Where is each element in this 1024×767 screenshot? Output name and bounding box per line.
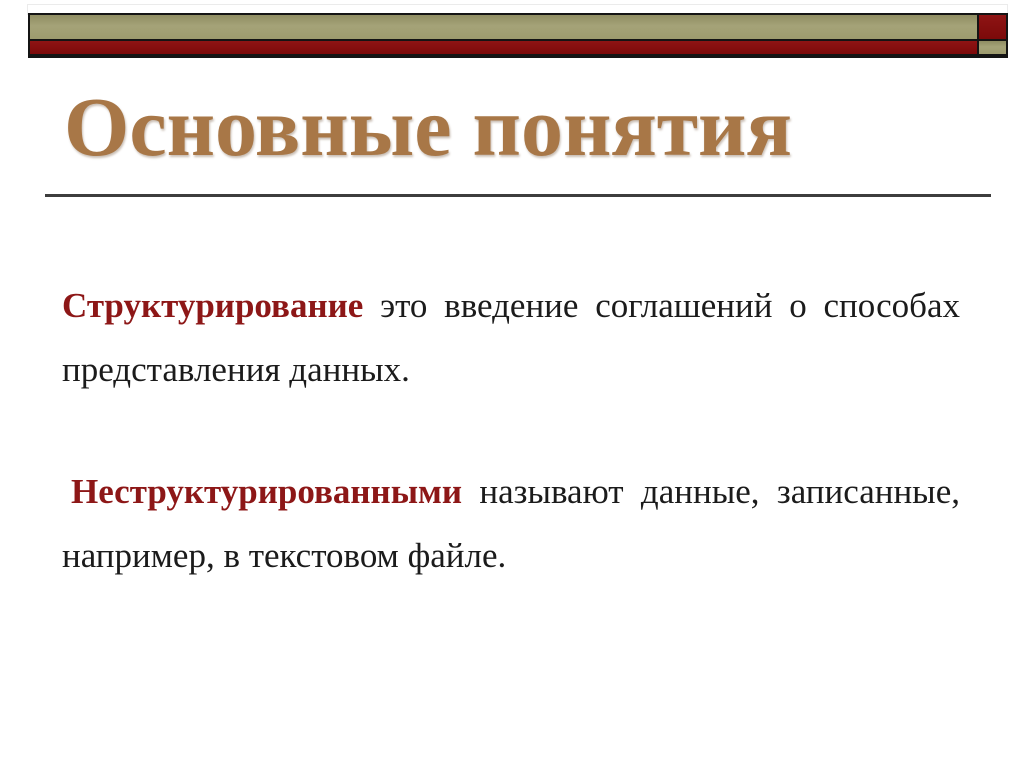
paragraph-structuring <box>62 274 960 402</box>
paragraph-unstructured-line2: например, в текстовом файле. <box>62 536 507 575</box>
banner-khaki-corner-square <box>979 41 1006 54</box>
paragraph-unstructured-line1-rest: называют данные, записанные, <box>462 472 960 511</box>
header-banner-bar <box>28 13 1008 58</box>
banner-red-corner-square <box>979 15 1006 39</box>
paragraph-structuring-line2: представления данных. <box>62 350 410 389</box>
title-divider-line <box>45 194 991 197</box>
term-structurirovanie: Структурирование <box>62 286 364 325</box>
paragraph-structuring-line1 <box>62 274 960 338</box>
banner-khaki-bar <box>30 15 977 39</box>
slide-body <box>62 274 960 588</box>
banner-red-bar <box>30 41 977 54</box>
paragraph-unstructured <box>62 460 960 588</box>
paragraph-unstructured-line1 <box>62 460 960 524</box>
term-nestrukturirovannymi: Неструктурированными <box>71 472 463 511</box>
slide-title: Основные понятия <box>64 81 792 174</box>
paragraph-structuring-line1-rest: это введение соглашений о способах <box>363 286 960 325</box>
